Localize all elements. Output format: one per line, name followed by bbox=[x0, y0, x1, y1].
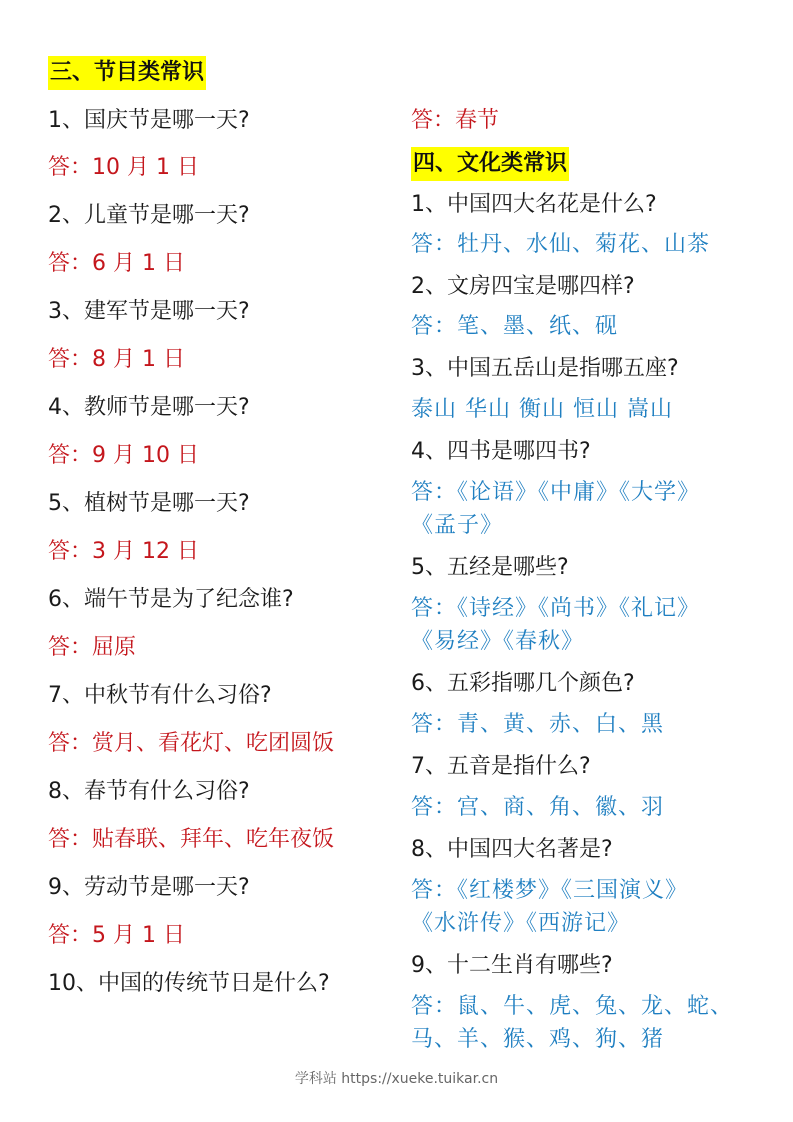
culture-question-8: 8、中国四大名著是? bbox=[411, 837, 613, 862]
culture-question-9: 9、十二生肖有哪些? bbox=[411, 953, 613, 978]
culture-answer-1: 答：牡丹、水仙、菊花、山茶 bbox=[411, 232, 711, 257]
question-1: 1、国庆节是哪一天? bbox=[48, 108, 250, 133]
section-heading-culture: 四、文化类常识 bbox=[411, 147, 569, 181]
culture-answer-2: 答：笔、墨、纸、砚 bbox=[411, 314, 619, 339]
question-3: 3、建军节是哪一天? bbox=[48, 299, 250, 324]
culture-answer-5-cont: 《易经》《春秋》 bbox=[411, 629, 585, 654]
question-9: 9、劳动节是哪一天? bbox=[48, 875, 250, 900]
question-10: 10、中国的传统节日是什么? bbox=[48, 971, 330, 996]
question-4: 4、教师节是哪一天? bbox=[48, 395, 250, 420]
answer-10: 答：春节 bbox=[411, 108, 500, 133]
culture-answer-4: 答：《论语》《中庸》《大学》 bbox=[411, 480, 701, 505]
culture-answer-4-cont: 《孟子》 bbox=[411, 513, 504, 538]
answer-1: 答：10 月 1 日 bbox=[48, 155, 199, 180]
answer-3: 答：8 月 1 日 bbox=[48, 347, 185, 372]
question-5: 5、植树节是哪一天? bbox=[48, 491, 250, 516]
culture-answer-5: 答：《诗经》《尚书》《礼记》 bbox=[411, 596, 701, 621]
answer-8: 答：贴春联、拜年、吃年夜饭 bbox=[48, 827, 335, 852]
culture-answer-8-cont: 《水浒传》《西游记》 bbox=[411, 911, 631, 936]
answer-7: 答：赏月、看花灯、吃团圆饭 bbox=[48, 731, 335, 756]
culture-answer-8: 答：《红楼梦》《三国演义》 bbox=[411, 878, 689, 903]
answer-2: 答：6 月 1 日 bbox=[48, 251, 185, 276]
question-2: 2、儿童节是哪一天? bbox=[48, 203, 250, 228]
culture-question-2: 2、文房四宝是哪四样? bbox=[411, 274, 635, 299]
section-heading-festivals: 三、节目类常识 bbox=[48, 56, 206, 90]
culture-answer-7: 答：宫、商、角、徽、羽 bbox=[411, 795, 665, 820]
answer-5: 答：3 月 12 日 bbox=[48, 539, 199, 564]
answer-9: 答：5 月 1 日 bbox=[48, 923, 185, 948]
culture-question-5: 5、五经是哪些? bbox=[411, 555, 569, 580]
culture-answer-9: 答：鼠、牛、虎、兔、龙、蛇、 bbox=[411, 994, 734, 1019]
question-7: 7、中秋节有什么习俗? bbox=[48, 683, 272, 708]
answer-6: 答：屈原 bbox=[48, 635, 137, 660]
culture-answer-9-cont: 马、羊、猴、鸡、狗、猪 bbox=[411, 1027, 665, 1052]
culture-question-6: 6、五彩指哪几个颜色? bbox=[411, 671, 635, 696]
question-8: 8、春节有什么习俗? bbox=[48, 779, 250, 804]
culture-question-7: 7、五音是指什么? bbox=[411, 754, 591, 779]
footer-watermark: 学科站 https://xueke.tuikar.cn bbox=[294, 1071, 499, 1087]
culture-question-1: 1、中国四大名花是什么? bbox=[411, 192, 657, 217]
culture-question-3: 3、中国五岳山是指哪五座? bbox=[411, 356, 679, 381]
culture-answer-3: 泰山 华山 衡山 恒山 嵩山 bbox=[411, 397, 673, 422]
question-6: 6、端午节是为了纪念谁? bbox=[48, 587, 294, 612]
answer-4: 答：9 月 10 日 bbox=[48, 443, 199, 468]
culture-answer-6: 答：青、黄、赤、白、黑 bbox=[411, 712, 665, 737]
culture-question-4: 4、四书是哪四书? bbox=[411, 439, 591, 464]
